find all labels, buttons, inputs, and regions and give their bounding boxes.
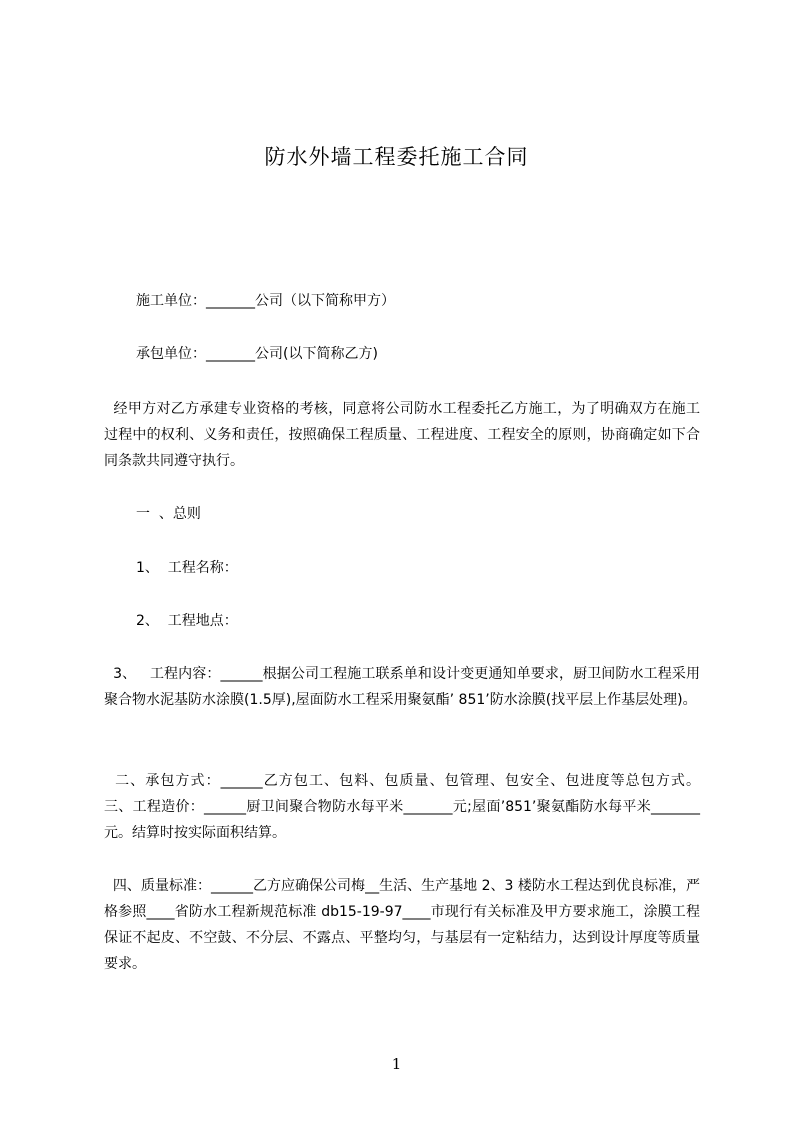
section-2-3-contract-and-cost: 二、承包方式：______乙方包工、包料、包质量、包管理、包安全、包进度等总包方式。 三、工程造价：______厨卫间聚合物防水每平米_______元;屋面’851’聚氨酯防水每平米_______元。结算时按实际面积结算。 <box>104 773 714 841</box>
item-1-project-name: 1、 工程名称： <box>136 560 238 576</box>
section-1-heading: 一 、总则 <box>136 506 201 522</box>
document-title: 防水外墙工程委托施工合同 <box>264 145 529 169</box>
intro-paragraph: 经甲方对乙方承建专业资格的考核，同意将公司防水工程委托乙方施工，为了明确双方在施工过程中的权利、义务和责任，按照确保工程质量、工程进度、工程安全的原则，协商确定如下合同条款共同遵守执行。 <box>104 401 700 469</box>
item-2-project-location: 2、 工程地点： <box>136 613 238 629</box>
party-a-line: 施工单位：_______公司（以下简称甲方） <box>136 293 395 309</box>
party-b-line: 承包单位：_______公司(以下简称乙方) <box>136 346 378 362</box>
section-4-quality-standard: 四、质量标准：______乙方应确保公司梅__生活、生产基地 2、3 楼防水工程达到优良标准，严格参照____省防水工程新规范标准 db15-19-97____市现行有关标准及甲方要求施工，涂膜工程保证不起皮、不空鼓、不分层、不露点、平整均匀，与基层有一定粘结力，达到设计厚度等质量要求。 <box>104 878 700 972</box>
item-3-project-content: 3、 工程内容：______根据公司工程施工联系单和设计变更通知单要求，厨卫间防水工程采用聚合物水泥基防水涂膜(1.5厚),屋面防水工程采用聚氨酯’ 851’防水涂膜(找平层上作基层处理)。 <box>104 666 700 708</box>
page-number: 1 <box>391 1055 402 1073</box>
